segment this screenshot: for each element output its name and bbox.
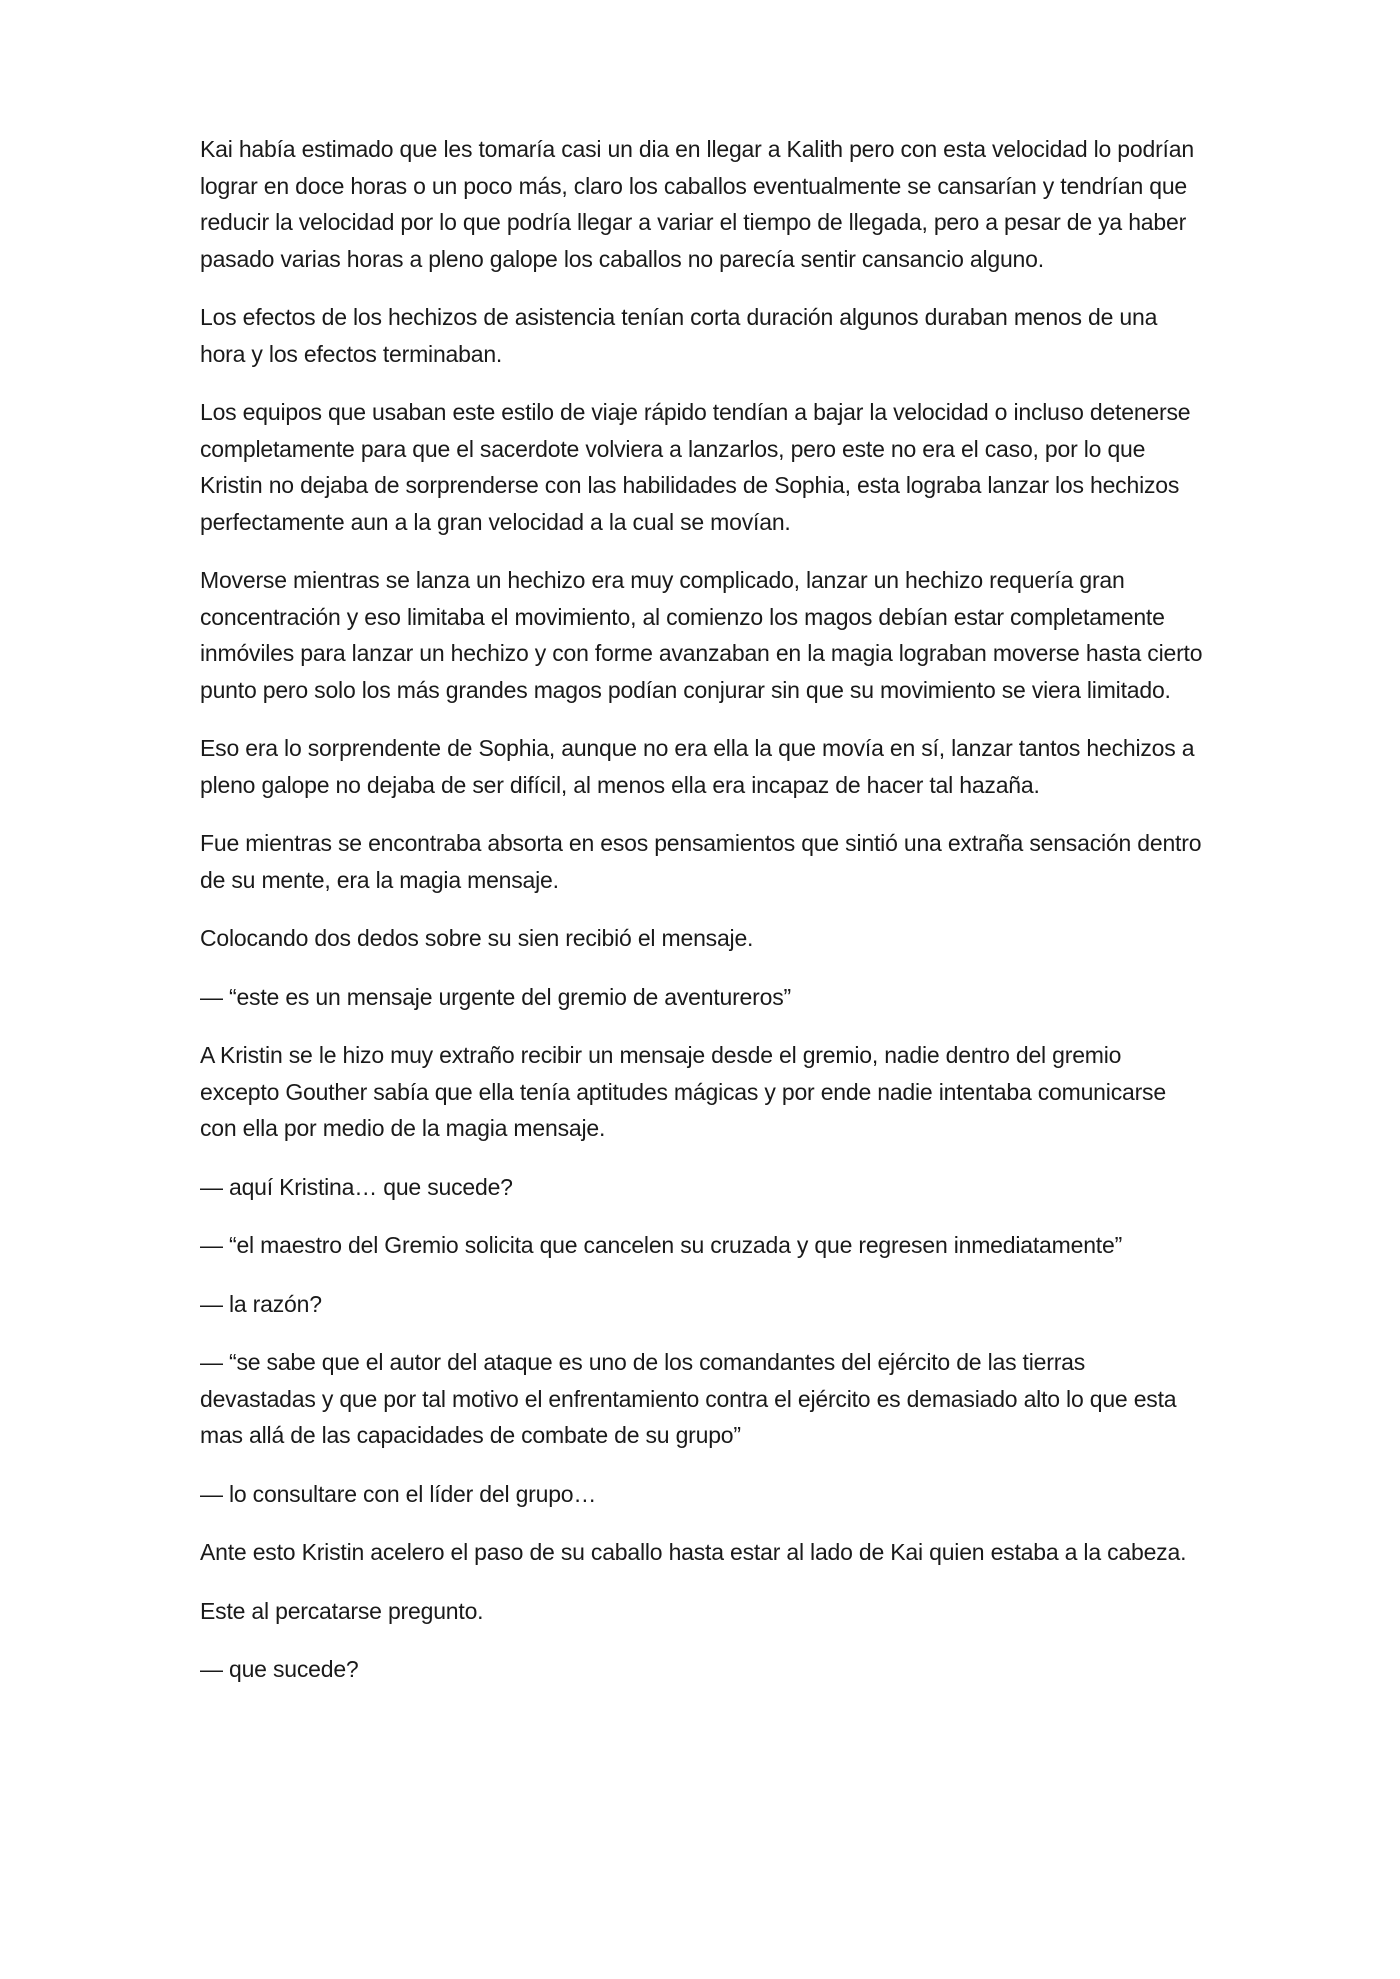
dialogue-line: — la razón?	[200, 1290, 322, 1317]
paragraph: Ante esto Kristin acelero el paso de su caballo hasta estar al lado de Kai quien estaba a la cabeza.	[200, 1539, 1187, 1565]
paragraph: Eso era lo sorprendente de Sophia, aunque no era ella la que movía en sí, lanzar tantos hechizos a pleno galope no dejaba de ser difícil, al menos ella era incapaz de hacer tal hazaña.	[200, 735, 1195, 798]
dialogue-line: — que sucede?	[200, 1656, 359, 1682]
dialogue-line: — “se sabe que el autor del ataque es uno de los comandantes del ejército de las tierras devastadas y que por tal motivo el enfrentamiento contra el ejército es demasiado alto lo que esta mas allá de las capacidades de combate de su grupo”	[200, 1349, 1177, 1448]
dialogue-line: — “el maestro del Gremio solicita que cancelen su cruzada y que regresen inmediatamente”	[200, 1232, 1123, 1258]
dialogue-line: — lo consultare con el líder del grupo…	[200, 1480, 597, 1507]
paragraph: Kai había estimado que les tomaría casi un dia en llegar a Kalith pero con esta velocidad lo podrían lograr en doce horas o un poco más, claro los caballos eventualmente se cansarían y tendrían que reducir la velocidad por lo que podría llegar a variar el tiempo de llegada, pero a pesar de ya haber pasado varias horas a pleno galope los caballos no parecía sentir cansancio alguno.	[200, 136, 1194, 272]
paragraph: Moverse mientras se lanza un hechizo era muy complicado, lanzar un hechizo requería gran concentración y eso limitaba el movimiento, al comienzo los magos debían estar completamente inmóviles para lanzar un hechizo y con forme avanzaban en la magia lograban moverse hasta cierto punto pero solo los más grandes magos podían conjurar sin que su movimiento se viera limitado.	[200, 567, 1203, 703]
paragraph: A Kristin se le hizo muy extraño recibir un mensaje desde el gremio, nadie dentro del gremio excepto Gouther sabía que ella tenía aptitudes mágicas y por ende nadie intentaba comunicarse con ella por medio de la magia mensaje.	[200, 1042, 1166, 1141]
dialogue-line: — aquí Kristina… que sucede?	[200, 1173, 513, 1200]
paragraph: Los efectos de los hechizos de asistencia tenían corta duración algunos duraban menos de una hora y los efectos terminaban.	[200, 304, 1158, 367]
paragraph: Este al percatarse pregunto.	[200, 1597, 484, 1624]
paragraph: Fue mientras se encontraba absorta en esos pensamientos que sintió una extraña sensación dentro de su mente, era la magia mensaje.	[200, 830, 1202, 893]
document-body	[200, 131, 1205, 1710]
paragraph: Colocando dos dedos sobre su sien recibió el mensaje.	[200, 925, 754, 951]
dialogue-line: — “este es un mensaje urgente del gremio de aventureros”	[200, 983, 791, 1010]
paragraph: Los equipos que usaban este estilo de viaje rápido tendían a bajar la velocidad o incluso detenerse completamente para que el sacerdote volviera a lanzarlos, pero este no era el caso, por lo que Kristin no dejaba de sorprenderse con las habilidades de Sophia, esta lograba lanzar los hechizos perfectamente aun a la gran velocidad a la cual se movían.	[200, 399, 1191, 535]
